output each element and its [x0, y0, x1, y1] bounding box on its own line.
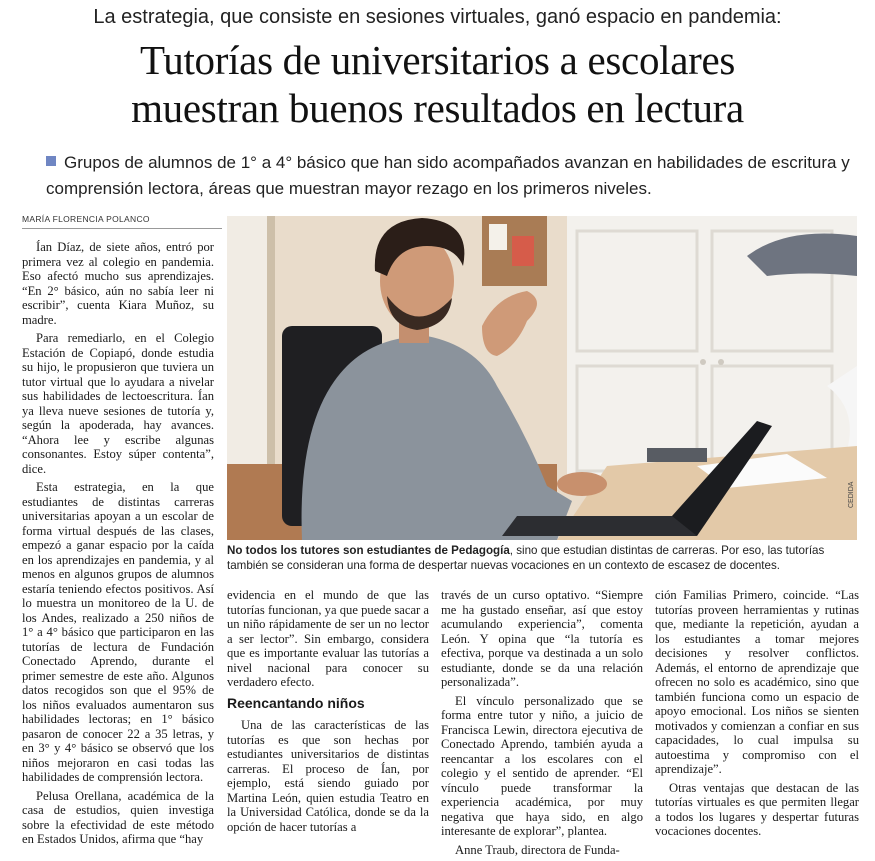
- headline: [0, 36, 875, 132]
- column-1: [22, 240, 214, 851]
- caption-bold: No todos los tutores son estudiantes de Pedagogía: [227, 544, 510, 557]
- kicker: La estrategia, que consiste en sesiones virtuales, ganó espacio en pandemia:: [93, 6, 782, 28]
- deck-text: Grupos de alumnos de 1° a 4° básico que han sido acompañados avanzan en habilidades de escritura y comprensión lectora, áreas que muestran mayor rezago en los primeros niveles.: [46, 153, 850, 198]
- headline-line-2: muestran buenos resultados en lectura: [131, 85, 744, 131]
- paragraph: Esta estrategia, en la que estudiantes de distintas carreras universitarias apoyan a un escolar de forma virtual después de las clases, empezó a ganar espacio por la caída en los aprendizajes en pandemia, y al menos en algunos grupos de alumnos estaría teniendo efectos positivos. Así lo muestra un monitoreo de la U. de los Andes, realizado a 250 niños de 1° a 4° básico que participaron en las tutorías de lectura de Fundación Conectado Aprendo, durante el primer semestre de este año. Algunos datos recogidos son que el 95% de los niños evaluados aumentaron sus habilidades lectoras; en 1° básico pasaron de conocer 22 a 35 letras, y en 3° y 4° básico se observó que los niños mejoraron en casi todas las habilidades de comprensión lectora.: [22, 480, 214, 784]
- column-3: [441, 588, 643, 861]
- photo: [227, 216, 857, 540]
- paragraph: Una de las características de las tutorías es que son hechas por estudiantes universitarios de distintas carreras. El proceso de Ían, por ejemplo, está siendo guiado por Martina León, quien estudia Teatro en la Universidad Católica, donde se da la opción de hacer tutorías a: [227, 718, 429, 834]
- paragraph: Otras ventajas que destacan de las tutorías virtuales es que permiten llegar a todos los lugares y despertar futuras vocaciones docentes.: [655, 780, 859, 838]
- column-2: [227, 588, 429, 838]
- deck: [46, 150, 856, 202]
- photo-caption: [227, 543, 859, 573]
- photo-credit: CEDIDA: [848, 481, 855, 508]
- byline: MARÍA FLORENCIA POLANCO: [22, 214, 222, 229]
- paragraph: Anne Traub, directora de Funda-: [455, 842, 620, 857]
- subheading: Reencantando niños: [227, 694, 365, 711]
- paragraph: evidencia en el mundo de que las tutorías funcionan, ya que puede sacar a un niño rápidamente de ser un no lector a ser lector”. Sin embargo, considera que es importante evaluar las tutorías a nivel nacional para conocer su verdadero efecto.: [227, 588, 429, 689]
- column-4: [655, 588, 859, 843]
- paragraph: través de un curso optativo. “Siempre me ha gustado enseñar, así que estoy acumulando experiencia”, comenta León. Y opina que “la tutoría es efectiva, porque va destinada a un solo estudiante, donde se da una relación personalizada”.: [441, 588, 643, 689]
- paragraph: Ían Díaz, de siete años, entró por primera vez al colegio en pandemia. Eso afectó mucho sus aprendizajes. “En 2° básico, aún no sabía leer ni escribir”, cuenta Kiara Muñoz, su madre.: [22, 240, 214, 327]
- tutor-photo-illustration: [227, 216, 857, 540]
- paragraph: Pelusa Orellana, académica de la casa de estudios, quien investiga sobre la efectividad de este método en Estados Unidos, afirma que “hay: [22, 788, 214, 846]
- headline-line-1: Tutorías de universitarios a escolares: [139, 37, 736, 83]
- paragraph: Para remediarlo, en el Colegio Estación de Copiapó, donde estudia su hijo, le propusieron que tuviera un tutor virtual que lo ayudara a nivelar sus habilidades de lectoescritura. Ían ya lleva nueve sesiones de tutoría y, según la apoderada, hay avances. “Ahora lee y escribe algunas consonantes. Estoy súper contenta”, dice.: [22, 331, 214, 476]
- paragraph: ción Familias Primero, coincide. “Las tutorías proveen herramientas y rutinas que, mediante la repetición, ayudan a los estudiantes a tomar mejores decisiones y resolver conflictos. Además, el entorno de aprendizaje que ofrecen no solo es académico, sino que también funciona como un espacio de apoyo emocional. Los niños se sienten motivados y comienzan a confiar en sus capacidades, lo cual impulsa su autoestima y compromiso con el aprendizaje”.: [655, 588, 859, 776]
- paragraph: El vínculo personalizado que se forma entre tutor y niño, a juicio de Francisca Lewin, directora ejecutiva de Conectado Aprendo, también ayuda a reencantar a los escolares con el colegio y el sentido de aprender. “El vínculo puede transformar la experiencia académica, por muy negativa que haya sido, en algo interesante de explorar”, plantea.: [441, 693, 643, 838]
- square-bullet-icon: [46, 156, 56, 166]
- caption-text: , sino que estudian distintas de carreras. Por eso, las tutorías también se consideran una forma de despertar nuevas vocaciones en un contexto de escasez de docentes.: [227, 544, 825, 572]
